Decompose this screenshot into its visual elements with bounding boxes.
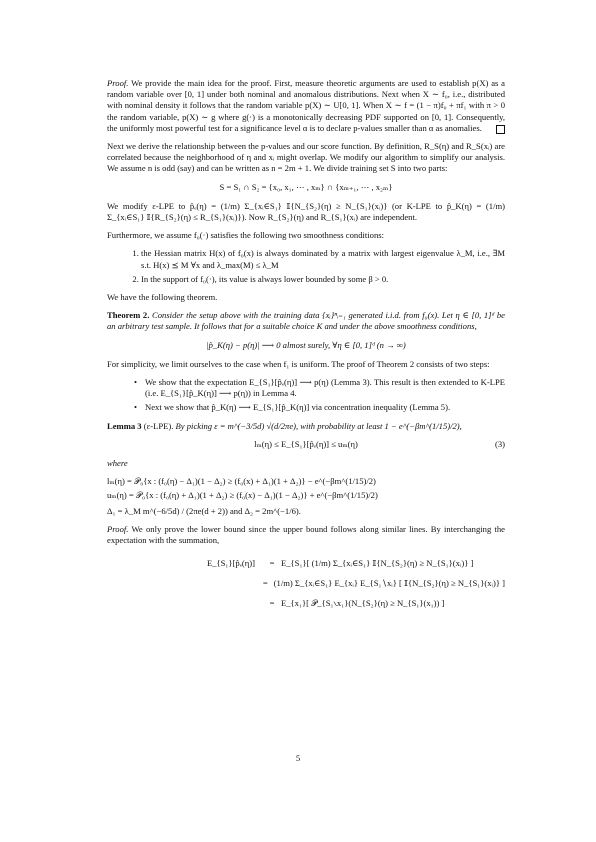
paper-page xyxy=(107,78,505,619)
modify-paragraph: We modify ε-LPE to p̂ₑ(η) = (1/m) Σ_{xᵢ∈S₁} 𝕀{N_{S₂}(η) ≥ N_{S₁}(xᵢ)} (or K-LPE to p̂_K(η) = (1/m) Σ_{xᵢ∈S₁} 𝕀{R_{S₂}(η) ≤ R_{S₁}(xᵢ)}). Now R_{S₂}(η) and R_{S₁}(xᵢ) are independent. xyxy=(107,200,505,223)
step-item: • Next we show that p̂_K(η) ⟶ E_{S₁}[p̂_K(η)] via concentration inequality (Lemma 5). xyxy=(145,402,505,413)
proof-paragraph-1 xyxy=(107,78,505,134)
proof-label: Proof. xyxy=(107,78,129,88)
lemma-text: By picking ε = m^(−3/5d) √(d/2πe), with probability at least 1 − e^(−βm^(1/15)/2), xyxy=(175,420,462,431)
derivation-rhs: E_{x₁}[ 𝒫_{S₁∖x₁}(N_{S₂}(η) ≥ N_{S₁}(x₁)) ] xyxy=(281,597,445,608)
derivation-rhs: E_{S₁}[ (1/m) Σ_{xᵢ∈S₁} 𝕀{N_{S₂}(η) ≥ N_{S₁}(xᵢ)} ] xyxy=(281,557,474,568)
lemma-equation-body: lₘ(η) ≤ E_{S₁}[p̂ₑ(η)] ≤ uₘ(η) xyxy=(254,438,358,449)
page-number: 5 xyxy=(295,753,301,763)
have-theorem-paragraph: We have the following theorem. xyxy=(107,292,218,303)
theorem-block xyxy=(107,310,505,332)
derivation-row xyxy=(177,573,505,593)
derivation-op: = xyxy=(269,557,275,568)
lemma-equation xyxy=(107,439,505,450)
condition-item: 1. the Hessian matrix H(x) of f₀(x) is always dominated by a matrix with largest eigenvalue λ_M, i.e., ∃M s.t. H(x) ⪯ M ∀x and λ_max(M) ≤ λ_M xyxy=(141,248,505,270)
derivation-row xyxy=(177,593,505,613)
theorem-text: Consider the setup above with the training data {xᵢ}ⁿᵢ₌₁ generated i.i.d. from f₀(x). Let η ∈ [0, 1]ᵈ be an arbitrary test sample. It follows that for a suitable choice K and under the above smoothness conditions, xyxy=(107,310,505,332)
proof-paragraph-2 xyxy=(107,524,505,546)
proof-label: Proof. xyxy=(107,523,129,534)
derivation-op: = xyxy=(262,577,268,588)
proof-steps-list xyxy=(107,377,505,414)
qed-square-icon xyxy=(496,125,505,134)
upper-bound-definition: uₘ(η) = 𝒫₀{x : (f₀(η) + Δ₁)(1 + Δ₂) ≥ (f₀(x) − Δ₁)(1 − Δ₂)} + e^(−βm^(1/15)/2) xyxy=(107,490,378,501)
proof-text: We only prove the lower bound since the upper bound follows along similar lines. By interchanging the expectation with the summation, xyxy=(107,523,505,546)
condition-item: 2. In the support of f₀(·), its value is always lower bounded by some β > 0. xyxy=(141,274,505,285)
where-label: where xyxy=(107,458,128,469)
smoothness-conditions-list xyxy=(107,248,505,285)
delta-definitions: Δ₁ = λ_M m^(−6/5d) / (2πe(d + 2)) and Δ₂ = 2m^(−1/6). xyxy=(107,505,301,516)
lemma-label: Lemma 3 xyxy=(107,420,142,431)
derivation-lhs: E_{S₁}[p̂ₑ(η)] xyxy=(206,557,255,568)
lemma-block xyxy=(107,421,505,432)
simplicity-paragraph: For simplicity, we limit ourselves to the case when f₁ is uniform. The proof of Theorem 2 consists of two steps: xyxy=(107,358,490,369)
derivation-row xyxy=(177,553,505,573)
lower-bound-definition: lₘ(η) = 𝒫₀{x : (f₀(η) − Δ₁)(1 − Δ₂) ≥ (f₀(x) + Δ₁)(1 + Δ₂)} − e^(−βm^(1/15)/2) xyxy=(107,476,376,487)
assumption-paragraph: Furthermore, we assume f₀(·) satisfies the following two smoothness conditions: xyxy=(107,230,384,241)
lemma-paren: (ε-LPE). xyxy=(143,420,174,431)
aligned-derivation xyxy=(177,553,505,613)
derivation-op: = xyxy=(269,597,275,608)
step-item: • We show that the expectation E_{S₁}[p̂ₑ(η)] ⟶ p(η) (Lemma 3). This result is then extended to K-LPE (i.e. E_{S₁}[p̂_K(η)] ⟶ p(η)) in Lemma 4. xyxy=(145,377,505,399)
equation-number: (3) xyxy=(494,438,505,449)
theorem-label: Theorem 2. xyxy=(107,310,150,321)
split-equation: S = S₁ ∩ S₂ = {x₀, x₁, ⋯ , xₘ} ∩ {xₘ₊₁, ⋯ , x₂ₘ} xyxy=(219,181,393,192)
derivation-paragraph: Next we derive the relationship between the p-values and our score function. By definition, R_S(η) and R_S(xᵢ) are correlated because the neighborhood of η and xᵢ might overlap. We modify our algorithm to simplify our analysis. We assume n is odd (say) and can be written as n = 2m + 1. We divide training set S into two parts: xyxy=(107,141,505,174)
proof-text: We provide the main idea for the proof. First, measure theoretic arguments are used to establish p(X) as a random variable over [0, 1] under both nominal and anomalous distributions. Next when X ∼ f₀, i.e., distributed with nominal density it follows that the random variable p(X) ∼ U[0, 1]. When X ∼ f = (1 − π)f₀ + πf₁ with π > 0 the random variable, p(X) ∼ g where g(·) is a monotonically decreasing PDF supported on [0, 1]. Consequently, the uniformly most powerful test for a significance level α is to declare p-values smaller than α as anomalies. xyxy=(107,78,505,133)
theorem-equation: |p̂_K(η) − p(η)| ⟶ 0 almost surely, ∀η ∈ [0, 1]ᵈ (n → ∞) xyxy=(206,339,406,350)
derivation-rhs: (1/m) Σ_{xᵢ∈S₁} E_{xᵢ} E_{S₁∖xᵢ} [ 𝕀{N_{S₂}(η) ≥ N_{S₁}(xᵢ)} ] xyxy=(273,577,505,588)
